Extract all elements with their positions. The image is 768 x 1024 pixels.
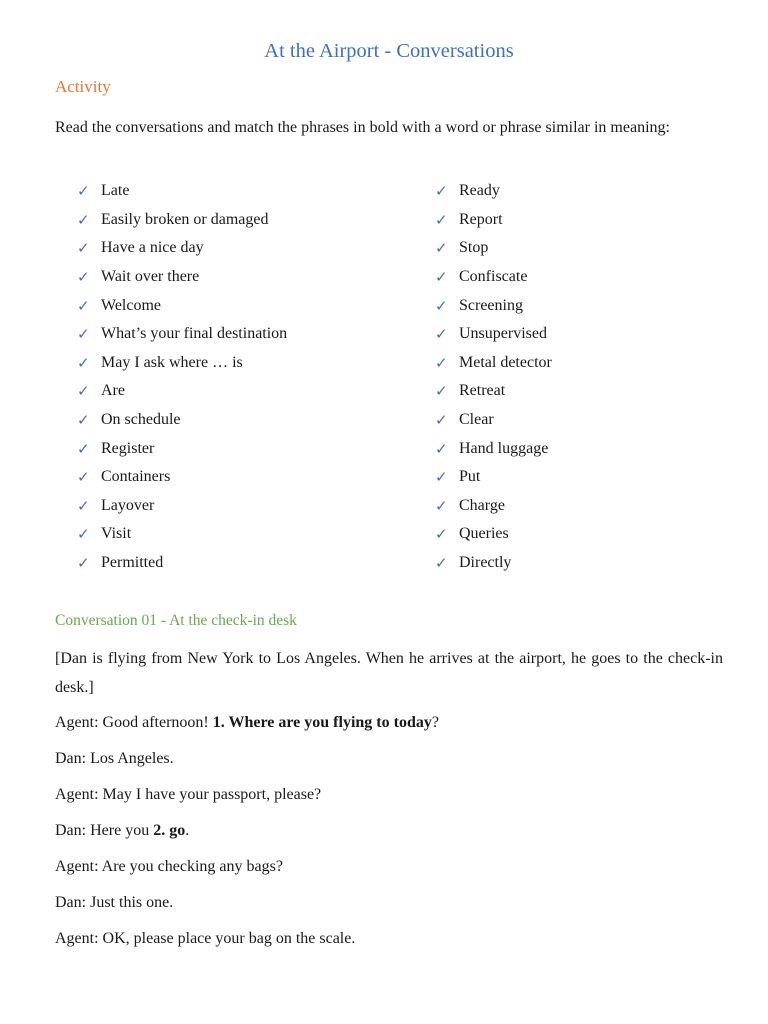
bold-phrase: 1. Where are you flying to today: [212, 714, 432, 731]
checkmark-icon: ✓: [435, 239, 448, 258]
checklist-item: [435, 377, 552, 406]
checkmark-icon: ✓: [77, 554, 90, 573]
checklist-item: [77, 291, 287, 320]
checklist-item-label: Register: [101, 439, 155, 457]
checklist-item-label: Containers: [101, 468, 171, 486]
checklist-item: [435, 463, 552, 492]
checklist-item-label: Permitted: [101, 554, 164, 572]
dialogue-text: Dan: Here you: [55, 822, 154, 839]
checkmark-icon: ✓: [435, 468, 448, 487]
dialogue-text: Agent: Good afternoon!: [55, 714, 213, 731]
checklist-item: [77, 349, 287, 378]
checklist-item: [435, 206, 552, 235]
checklist-item: [435, 291, 552, 320]
checkmark-icon: ✓: [77, 210, 90, 229]
checklist-item: [435, 234, 552, 263]
activity-instructions: Read the conversations and match the phrases in bold with a word or phrase similar in meaning:: [55, 119, 670, 136]
checklist-item-label: Report: [459, 210, 503, 228]
checklist-item-label: May I ask where … is: [101, 353, 243, 371]
checklist-item: [77, 263, 287, 292]
dialogue-punctuation: ?: [431, 714, 439, 731]
right-checklist: [435, 177, 552, 577]
checklist-item: [435, 434, 552, 463]
checklist-item-label: Late: [101, 182, 130, 200]
checklist-item-label: Screening: [459, 296, 523, 314]
checkmark-icon: ✓: [435, 296, 448, 315]
checklist-item-label: Charge: [459, 496, 505, 514]
checklist-item: [435, 349, 552, 378]
checkmark-icon: ✓: [435, 182, 448, 201]
checklist-item-label: Stop: [459, 239, 489, 257]
checklist-item: [77, 206, 287, 235]
checklist-item-label: Visit: [101, 525, 132, 543]
dialogue-line: [55, 744, 723, 773]
checklist-item: [77, 177, 287, 206]
checkmark-icon: ✓: [435, 525, 448, 544]
checklist-item: [77, 377, 287, 406]
checkmark-icon: ✓: [77, 268, 90, 287]
checklist-item: [435, 520, 552, 549]
dialogue-text: Dan: Just this one.: [55, 894, 174, 911]
scene-description: [Dan is flying from New York to Los Angeles. When he arrives at the airport, he goes to the check-in desk.]: [55, 650, 723, 696]
checklist-item-label: Have a nice day: [101, 239, 204, 257]
dialogue-line: [55, 816, 723, 845]
checklist-item-label: Put: [459, 468, 481, 486]
checkmark-icon: ✓: [435, 325, 448, 344]
left-checklist: [77, 177, 287, 577]
checkmark-icon: ✓: [77, 496, 90, 515]
checklist-item: [435, 406, 552, 435]
checklist-item: [77, 320, 287, 349]
checkmark-icon: ✓: [435, 210, 448, 229]
dialogue-text: Agent: Are you checking any bags?: [55, 858, 283, 875]
checklist-item-label: On schedule: [101, 411, 181, 429]
checkmark-icon: ✓: [77, 439, 90, 458]
dialogue-line: [55, 708, 723, 737]
checkmark-icon: ✓: [435, 353, 448, 372]
checklist-item-label: Hand luggage: [459, 439, 549, 457]
checklist-item-label: Welcome: [101, 296, 162, 314]
checklist-item: [77, 520, 287, 549]
bold-phrase: 2. go: [153, 822, 186, 839]
checkmark-icon: ✓: [435, 496, 448, 515]
checklist-item-label: Retreat: [459, 382, 506, 400]
dialogue-text: Dan: Los Angeles.: [55, 750, 174, 767]
checklist-item-label: Easily broken or damaged: [101, 210, 269, 228]
checklist-item: [435, 177, 552, 206]
dialogue-text: Agent: May I have your passport, please?: [55, 786, 322, 803]
checkmark-icon: ✓: [77, 411, 90, 430]
checklist-item: [77, 463, 287, 492]
checklist-item: [435, 320, 552, 349]
dialogue-line: [55, 924, 723, 953]
checkmark-icon: ✓: [435, 268, 448, 287]
checkmark-icon: ✓: [435, 382, 448, 401]
checkmark-icon: ✓: [77, 382, 90, 401]
checkmark-icon: ✓: [77, 239, 90, 258]
checklist-item-label: Ready: [459, 182, 500, 200]
conversation-heading: Conversation 01 - At the check-in desk: [55, 612, 297, 629]
checkmark-icon: ✓: [77, 325, 90, 344]
checkmark-icon: ✓: [77, 468, 90, 487]
dialogue-line: [55, 780, 723, 809]
activity-heading: Activity: [55, 77, 111, 96]
checklist-item-label: Confiscate: [459, 268, 528, 286]
checklist-item-label: Unsupervised: [459, 325, 547, 343]
checklist-item-label: Metal detector: [459, 353, 552, 371]
checklist-item: [77, 492, 287, 521]
checklist-item-label: Queries: [459, 525, 509, 543]
checklist-item: [77, 406, 287, 435]
checklist-item-label: What’s your final destination: [101, 325, 288, 343]
checkmark-icon: ✓: [435, 439, 448, 458]
checkmark-icon: ✓: [435, 411, 448, 430]
checklist-item-label: Directly: [459, 554, 512, 572]
checkmark-icon: ✓: [77, 353, 90, 372]
checklist-item: [435, 549, 552, 578]
checklist-item: [435, 492, 552, 521]
dialogue-text: Agent: OK, please place your bag on the scale.: [55, 930, 356, 947]
checkmark-icon: ✓: [77, 182, 90, 201]
checklist-item-label: Wait over there: [101, 268, 200, 286]
checklist-item: [435, 263, 552, 292]
conversation-body: [55, 644, 723, 960]
checklist-item: [77, 549, 287, 578]
checklist-item-label: Are: [101, 382, 125, 400]
checklist-item-label: Layover: [101, 496, 155, 514]
checkmark-icon: ✓: [77, 525, 90, 544]
checklist-item-label: Clear: [459, 411, 494, 429]
page-title: At the Airport - Conversations: [264, 40, 514, 62]
checklist-item: [77, 234, 287, 263]
dialogue-line: [55, 888, 723, 917]
dialogue-punctuation: .: [185, 822, 190, 839]
checklist-item: [77, 434, 287, 463]
dialogue-line: [55, 852, 723, 881]
dialogue-lines: [55, 708, 723, 953]
checkmark-icon: ✓: [77, 296, 90, 315]
checkmark-icon: ✓: [435, 554, 448, 573]
